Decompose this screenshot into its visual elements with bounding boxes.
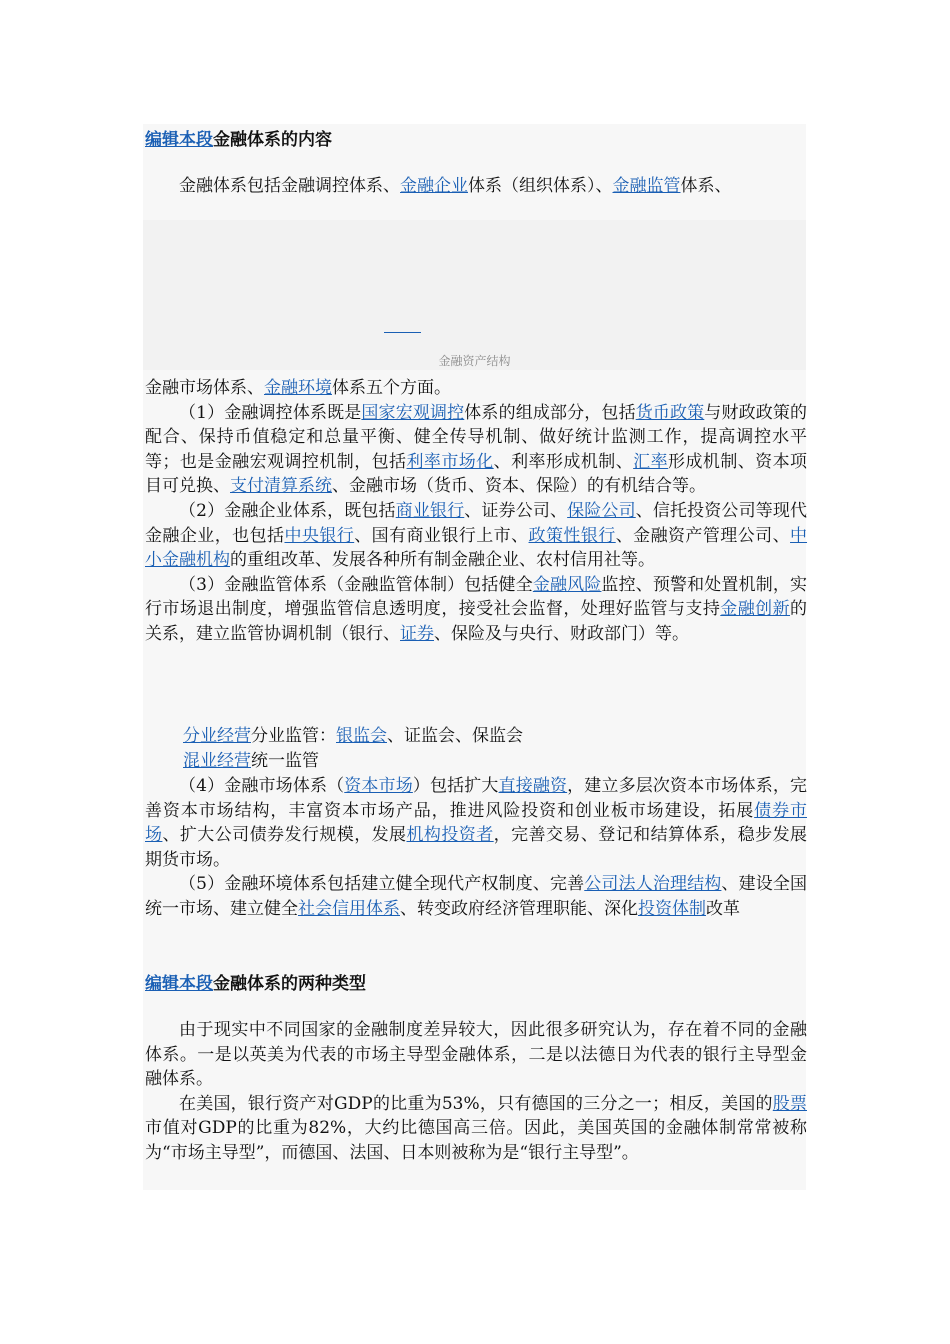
text-run: 、保险及与央行、财政部门）等。 <box>434 623 689 644</box>
section-heading-types <box>145 974 366 994</box>
link-institutional-investor[interactable]: 机构投资者 <box>406 825 494 846</box>
link-financial-enterprise[interactable]: 金融企业 <box>400 176 468 196</box>
text-run: 金融体系包括金融调控体系、 <box>179 176 400 196</box>
text-run: 体系、 <box>680 176 732 196</box>
link-corporate-governance[interactable]: 公司法人治理结构 <box>584 874 722 895</box>
text-run: 的重组改革、发展各种所有制金融企业、农村信用社等。 <box>230 550 655 571</box>
paragraph-3 <box>145 573 807 647</box>
text-run: 、证券公司、 <box>464 500 568 521</box>
link-social-credit-system[interactable]: 社会信用体系 <box>298 898 400 919</box>
text-run: 形成机制、资本项目可兑换、 <box>145 451 808 497</box>
link-financial-innovation[interactable]: 金融创新 <box>720 599 791 620</box>
text-run: 、国有商业银行上市、 <box>354 525 529 546</box>
link-financial-environment[interactable]: 金融环境 <box>264 378 332 398</box>
text-run: （5）金融环境体系包括建立健全现代产权制度、完善 <box>179 874 585 895</box>
section-title: 金融体系的两种类型 <box>213 974 366 994</box>
link-stock[interactable]: 股票 <box>772 1093 807 1114</box>
link-payment-clearing-system[interactable]: 支付清算系统 <box>230 476 332 497</box>
body-block-3 <box>145 1018 807 1166</box>
link-direct-financing[interactable]: 直接融资 <box>498 776 568 796</box>
link-macro-control[interactable]: 国家宏观调控 <box>361 402 465 423</box>
intro-continuation <box>145 376 807 401</box>
text-run: 市值对GDP的比重为82%，大约比德国高三倍。因此，美国英国的金融体制常常被称为“市场主导型”，而德国、法国、日本则被称为是“银行主导型”。 <box>145 1118 807 1163</box>
sub-line-separate-operation <box>183 724 523 749</box>
link-exchange-rate[interactable]: 汇率 <box>633 451 669 472</box>
sub-line-mixed-operation <box>183 749 319 774</box>
link-investment-system[interactable]: 投资体制 <box>638 898 706 919</box>
text-run: 、建设全国统一市场、建立健全 <box>145 874 807 919</box>
link-monetary-policy[interactable]: 货币政策 <box>635 402 705 423</box>
text-run: 在美国，银行资产对GDP的比重为53%，只有德国的三分之一；相反，美国的 <box>179 1093 773 1114</box>
image-link-underline[interactable] <box>384 332 421 333</box>
text-run: 、利率形成机制、 <box>493 451 634 472</box>
link-separate-operation[interactable]: 分业经营 <box>183 726 251 746</box>
figure-financial-asset-structure <box>143 220 806 370</box>
link-financial-supervision[interactable]: 金融监管 <box>612 176 681 196</box>
figure-caption: 金融资产结构 <box>438 354 511 368</box>
body-block-1 <box>145 376 807 647</box>
link-financial-risk[interactable]: 金融风险 <box>532 574 602 595</box>
text-run: 统一监管 <box>251 751 319 771</box>
text-run: 、扩大公司债券发行规模，发展 <box>162 825 407 846</box>
text-run: （1）金融调控体系既是 <box>179 402 362 423</box>
text-run: （4）金融市场体系（ <box>179 776 345 796</box>
link-capital-market[interactable]: 资本市场 <box>344 776 413 796</box>
text-run: 的关系，建立监管协调机制（银行、 <box>145 599 808 644</box>
article-page <box>143 124 806 1190</box>
text-run: 体系五个方面。 <box>332 378 451 398</box>
paragraph-4 <box>145 774 807 872</box>
text-run: （2）金融企业体系，既包括 <box>179 500 396 521</box>
link-small-financial-institutions[interactable]: 中小金融机构 <box>145 525 808 571</box>
paragraph-7 <box>145 1092 807 1166</box>
text-run: ，建立多层次资本市场体系，完善资本市场结构，丰富资本市场产品，推进风险投资和创业板市场建设，拓展 <box>145 776 808 821</box>
paragraph-5 <box>145 872 807 921</box>
paragraph-6 <box>145 1018 807 1092</box>
link-mixed-operation[interactable]: 混业经营 <box>183 751 251 771</box>
text-run: 金融市场体系、 <box>145 378 264 398</box>
text-run: （3）金融监管体系（金融监管体制）包括健全 <box>179 574 533 595</box>
body-block-2 <box>145 774 807 922</box>
intro-paragraph <box>145 174 807 199</box>
link-securities[interactable]: 证券 <box>400 623 434 644</box>
section-heading-content <box>145 130 332 150</box>
paragraph-2 <box>145 499 807 573</box>
edit-section-link[interactable]: 编辑本段 <box>145 130 213 150</box>
text-run: ）包括扩大 <box>412 776 499 796</box>
text-run: 、转变政府经济管理职能、深化 <box>400 898 638 919</box>
link-cbrc[interactable]: 银监会 <box>336 726 387 746</box>
link-commercial-bank[interactable]: 商业银行 <box>395 500 465 521</box>
text-run: 改革 <box>706 898 740 919</box>
text-run: 与财政政策的配合、保持币值稳定和总量平衡、健全传导机制、做好统计监测工作，提高调控水平等；也是金融宏观调控机制，包括 <box>145 402 808 472</box>
link-bond-market[interactable]: 债券市场 <box>145 800 808 846</box>
text-run: 体系（组织体系）、 <box>468 176 613 196</box>
link-central-bank[interactable]: 中央银行 <box>284 525 355 546</box>
link-insurance-company[interactable]: 保险公司 <box>567 500 636 521</box>
text-run: 监控、预警和处置机制，实行市场退出制度，增强监管信息透明度，接受社会监督，处理好监管与支持 <box>145 574 808 620</box>
text-run: 由于现实中不同国家的金融制度差异较大，因此很多研究认为，存在着不同的金融体系。一是以英美为代表的市场主导型金融体系，二是以法德日为代表的银行主导型金融体系。 <box>145 1020 807 1090</box>
text-run: 、金融资产管理公司、 <box>615 525 791 546</box>
text-run: 、信托投资公司等现代金融企业，也包括 <box>145 500 808 546</box>
link-interest-rate-marketization[interactable]: 利率市场化 <box>406 451 494 472</box>
section-title: 金融体系的内容 <box>213 130 332 150</box>
link-policy-bank[interactable]: 政策性银行 <box>528 525 616 546</box>
text-run: 、证监会、保监会 <box>387 726 523 746</box>
text-run: 、金融市场（货币、资本、保险）的有机结合等。 <box>332 476 706 497</box>
text-run: 分业监管： <box>251 726 336 746</box>
text-run: 体系的组成部分，包括 <box>464 402 636 423</box>
paragraph-1 <box>145 401 807 499</box>
edit-section-link[interactable]: 编辑本段 <box>145 974 213 994</box>
text-run: ，完善交易、登记和结算体系，稳步发展期货市场。 <box>145 825 808 870</box>
